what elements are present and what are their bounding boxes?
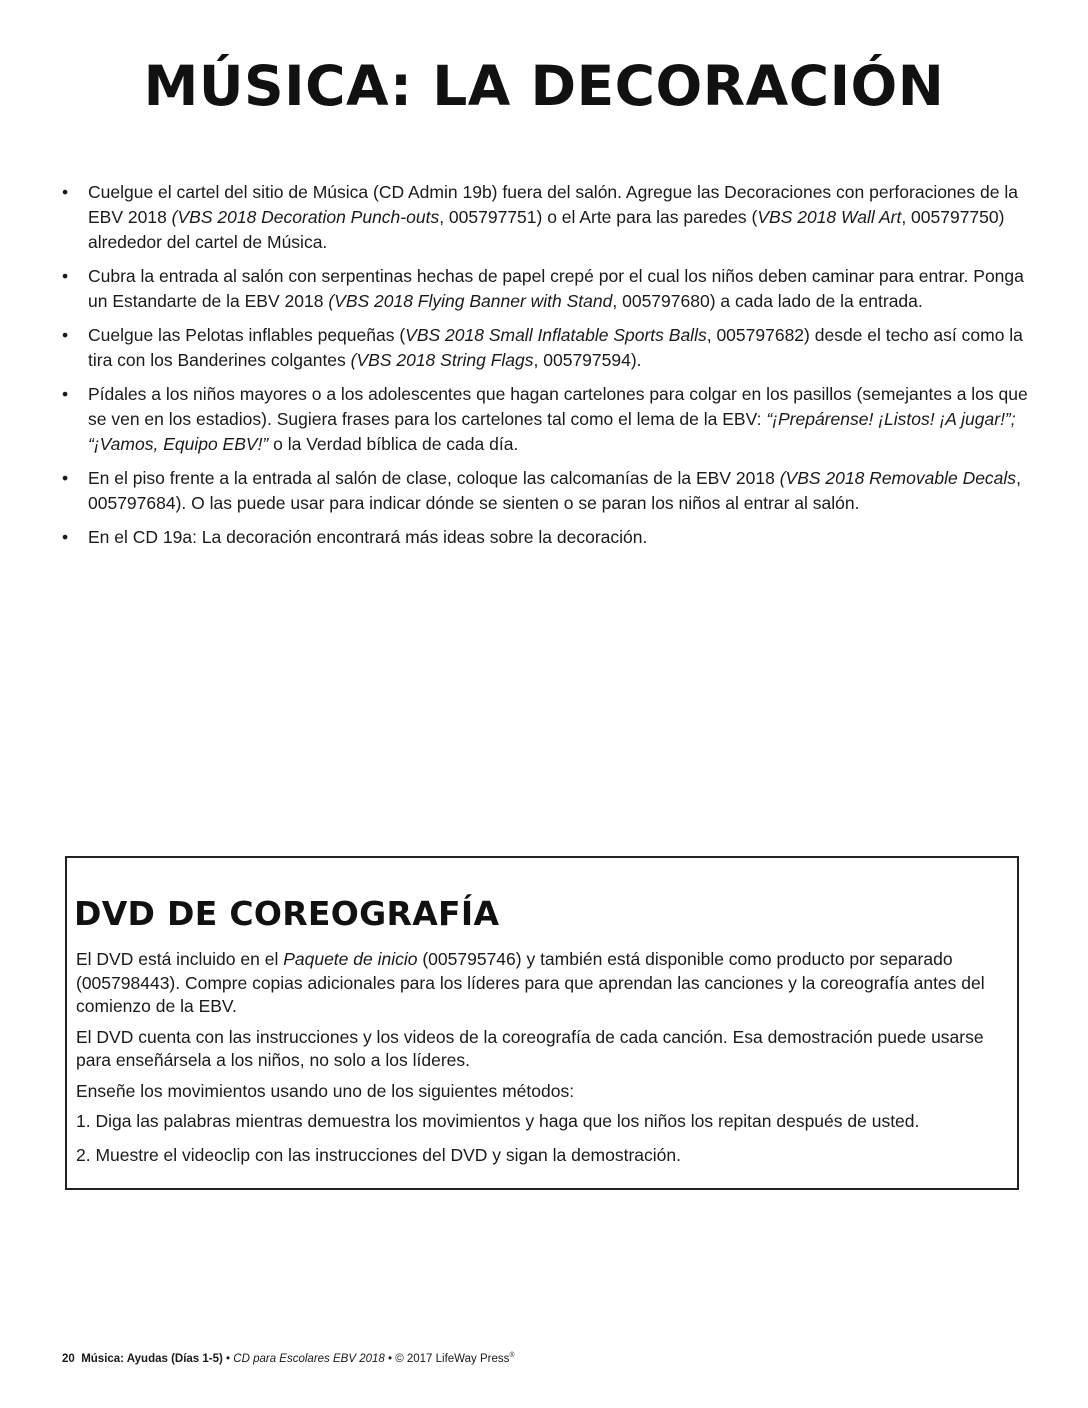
item-italic-text: “¡Prepárense! ¡Listos! ¡A jugar!”; “¡Vamos, Equipo EBV!” <box>88 409 1016 454</box>
item-text: Cuelgue las Pelotas inflables pequeñas ( <box>88 325 406 345</box>
dvd-section-box <box>65 856 1019 1190</box>
list-item <box>62 180 1032 255</box>
list-item <box>62 323 1032 373</box>
bullet-icon: • <box>62 325 69 345</box>
item-italic-text: (VBS 2018 Flying Banner with Stand <box>328 291 613 311</box>
registered-mark: ® <box>509 1352 515 1359</box>
item-text: Pídales a los niños mayores o a los adolescentes que hagan cartelones para colgar en los pasillos (semejantes a los que se ven en los estadios). Sugiera frases para los cartelones tal como el lema de la EBV: <box>88 384 1028 429</box>
item-text: , 005797682) desde el techo así como la tira con los Banderines colgantes <box>88 325 1023 370</box>
paragraph <box>76 948 1012 1019</box>
list-item <box>62 466 1032 516</box>
list-item <box>62 525 1032 550</box>
bullet-icon: • <box>62 527 69 547</box>
footer-copyright: • © 2017 LifeWay Press <box>384 1352 510 1365</box>
bullet-icon: • <box>62 468 69 488</box>
item-text: , 005797680) a cada lado de la entrada. <box>612 291 923 311</box>
item-text: En el CD 19a: La decoración encontrará más ideas sobre la decoración. <box>88 527 648 547</box>
paragraph-text: El DVD está incluido en el <box>76 949 284 969</box>
item-text: Cuelgue el cartel del sitio de Música (CD Admin 19b) fuera del salón. Agregue las Decoraciones con perforaciones de la EBV 2018 <box>88 182 1018 227</box>
dvd-section-title: DVD DE COREOGRAFÍA <box>74 894 500 933</box>
paragraph: Enseñe los movimientos usando uno de los siguientes métodos: <box>76 1080 575 1101</box>
page-footer <box>62 1348 515 1367</box>
page-title: MÚSICA: LA DECORACIÓN <box>143 54 945 118</box>
footer-separator: • <box>222 1352 234 1365</box>
item-text: , 005797684). O las puede usar para indicar dónde se sienten o se paran los niños al entrar al salón. <box>88 468 1021 513</box>
item-text: En el piso frente a la entrada al salón de clase, coloque las calcomanías de la EBV 2018 <box>88 468 780 488</box>
bullet-icon: • <box>62 266 69 286</box>
item-text: o la Verdad bíblica de cada día. <box>268 434 519 454</box>
item-italic-text: VBS 2018 Wall Art <box>757 207 902 227</box>
item-italic-text: (VBS 2018 String Flags <box>350 350 534 370</box>
item-text: Cubra la entrada al salón con serpentinas hechas de papel crepé por el cual los niños deben caminar para entrar. Ponga un Estandarte de la EBV 2018 <box>88 266 1024 311</box>
item-text: , 005797594). <box>533 350 642 370</box>
method-step-1: 1. Diga las palabras mientras demuestra los movimientos y haga que los niños los repitan después de usted. <box>76 1111 920 1131</box>
item-italic-text: (VBS 2018 Removable Decals <box>779 468 1017 488</box>
page-number: 20 <box>62 1352 75 1365</box>
footer-section: Música: Ayudas (Días 1-5) <box>81 1352 223 1365</box>
list-item <box>62 382 1032 457</box>
item-text: , 005797750) alrededor del cartel de Música. <box>88 207 1005 252</box>
dvd-section-body <box>76 948 1012 1177</box>
item-italic-text: VBS 2018 Small Inflatable Sports Balls <box>405 325 707 345</box>
paragraph-italic-text: Paquete de inicio <box>283 949 418 969</box>
method-step-2: 2. Muestre el videoclip con las instrucciones del DVD y sigan la demostración. <box>76 1144 682 1165</box>
paragraph-text: (005795746) y también está disponible como producto por separado (005798443). Compre copias adicionales para los líderes para que aprendan las canciones y la coreografía antes del comienzo de la EBV. <box>76 949 985 1016</box>
item-text: , 005797751) o el Arte para las paredes ( <box>439 207 758 227</box>
bullet-icon: • <box>62 182 69 202</box>
decoration-list <box>62 180 1032 559</box>
footer-product: CD para Escolares EBV 2018 <box>233 1352 385 1365</box>
paragraph: El DVD cuenta con las instrucciones y los videos de la coreografía de cada canción. Esa demostración puede usarse para enseñársela a los niños, no solo a los líderes. <box>76 1026 984 1070</box>
item-italic-text: (VBS 2018 Decoration Punch-outs <box>171 207 440 227</box>
list-item <box>62 264 1032 314</box>
bullet-icon: • <box>62 384 69 404</box>
